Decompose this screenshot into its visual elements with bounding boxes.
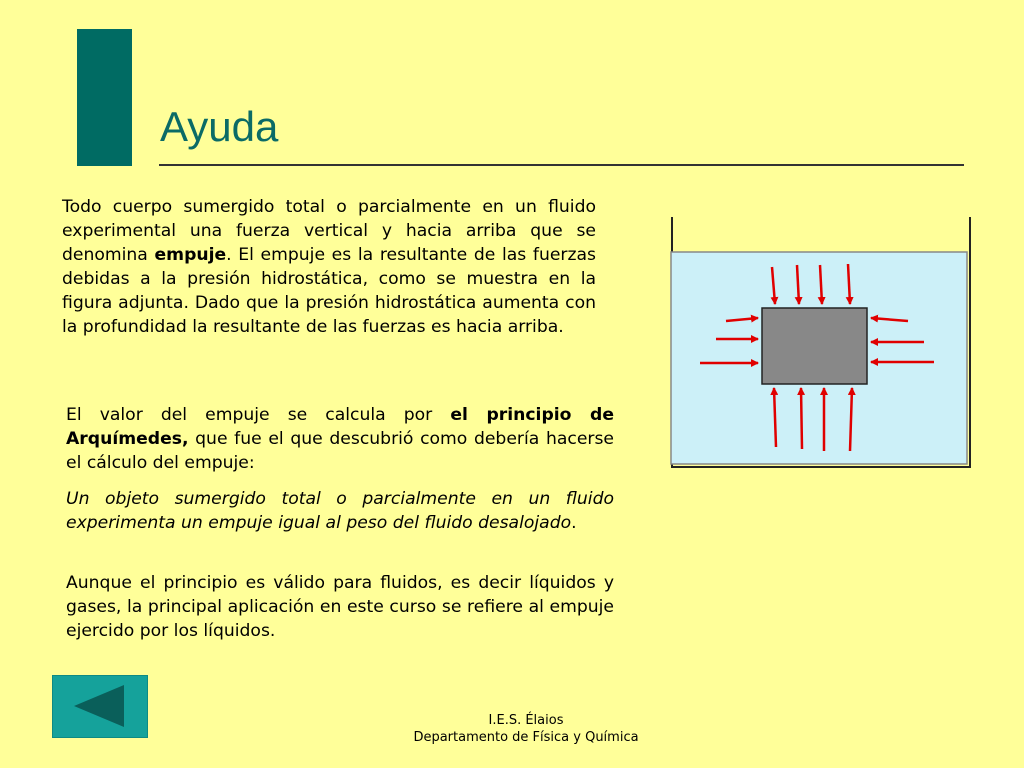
- paragraph-2-bold-term: el principio de Arquímedes,: [66, 405, 614, 449]
- paragraph-2-text-start: El valor del empuje se calcula por: [66, 405, 451, 425]
- paragraph-3-italic-text: Un objeto sumergido total o parcialmente en un fluido experimenta un empuje igual al peso del fluido desalojado: [66, 489, 614, 533]
- paragraph-1-bold-term: empuje: [154, 245, 227, 265]
- paragraph-archimedes-intro: [66, 403, 614, 475]
- paragraph-1-text-start: Todo cuerpo sumergido total o parcialmente en un fluido experimental una fuerza vertical y hacia arriba que se denomina: [62, 197, 596, 265]
- triangle-left-icon: [52, 675, 148, 738]
- paragraph-3-period: .: [571, 513, 577, 533]
- buoyancy-forces-diagram: [668, 217, 974, 471]
- paragraph-2-text-end: que fue el que descubrió como debería hacerse el cálculo del empuje:: [66, 429, 614, 473]
- title-accent-bar: [77, 29, 132, 166]
- footer-school: I.E.S. Élaios: [488, 713, 564, 728]
- back-button[interactable]: [52, 675, 148, 738]
- paragraph-4-text: Aunque el principio es válido para fluidos, es decir líquidos y gases, la principal aplicación en este curso se refiere al empuje ejercido por los líquidos.: [66, 573, 614, 641]
- footer: [360, 712, 692, 746]
- paragraph-application: [66, 571, 614, 643]
- paragraph-archimedes-principle: [66, 487, 614, 535]
- paragraph-empuje-definition: [62, 195, 596, 339]
- paragraph-1-text-end: . El empuje es la resultante de las fuerzas debidas a la presión hidrostática, como se muestra en la figura adjunta. Dado que la presión hidrostática aumenta con la profundidad la resultante de las fuerzas es hacia arriba.: [62, 245, 596, 337]
- bottom-arrow: [801, 388, 802, 449]
- submerged-body: [762, 308, 867, 384]
- footer-department: Departamento de Física y Química: [413, 730, 639, 745]
- slide-title: Ayuda: [160, 103, 279, 150]
- title-underline: [159, 164, 964, 166]
